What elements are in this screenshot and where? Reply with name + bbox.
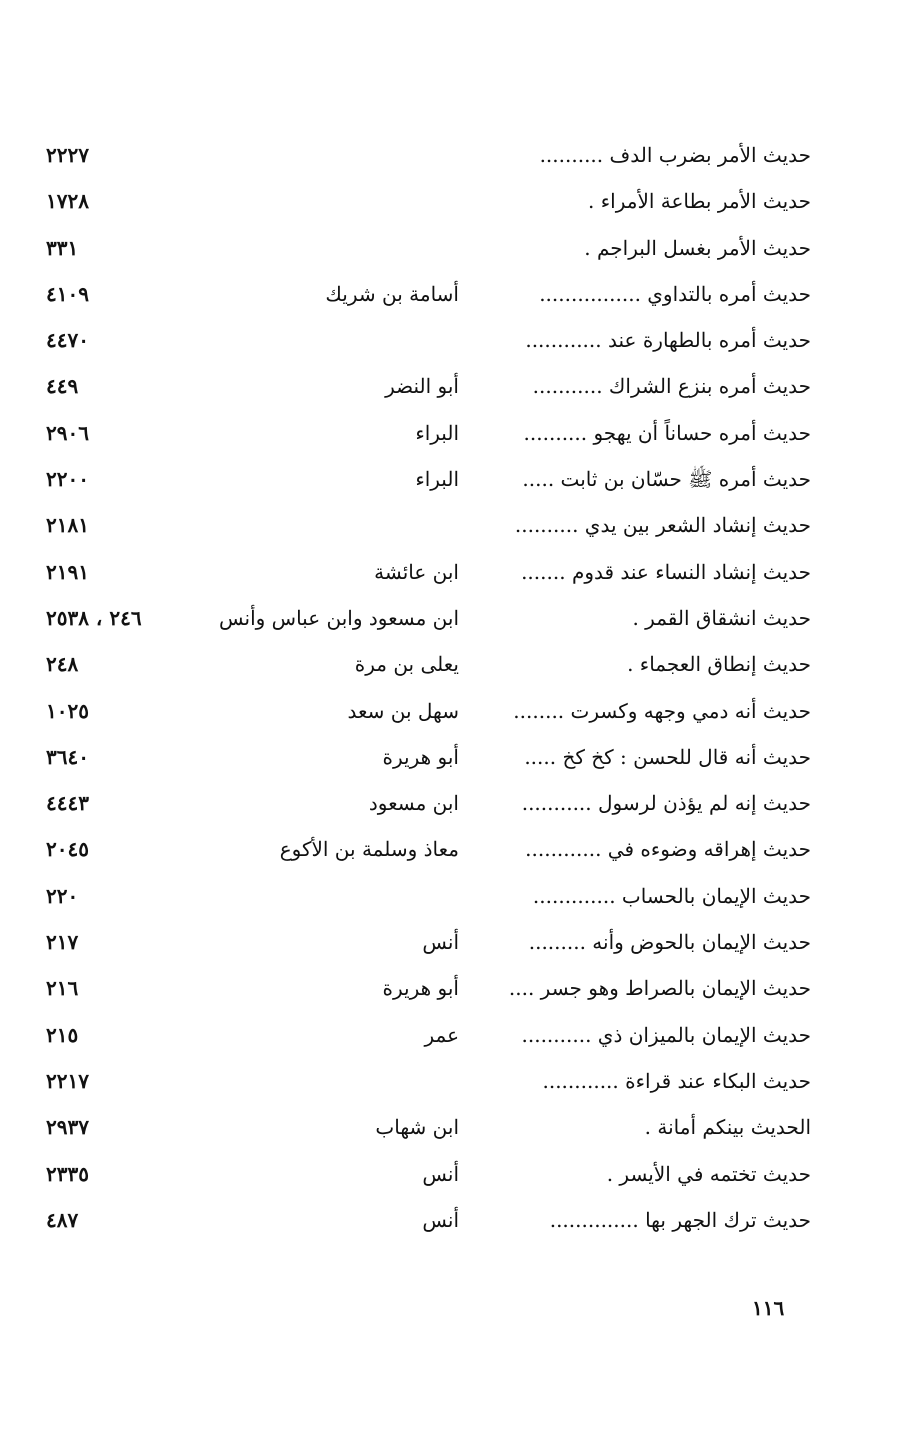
index-entry — [0, 595, 897, 641]
entry-number: ٢١٦ — [46, 976, 79, 1001]
index-entry — [0, 688, 897, 734]
entry-narrator: أنس — [422, 1207, 459, 1232]
entry-title: حديث أمره ﷺ حسّان بن ثابت ..... — [522, 467, 811, 492]
entry-number: ٢٤٦ ، ٢٥٣٨ — [46, 605, 142, 630]
index-entry — [0, 641, 897, 687]
entry-number: ٤٤٤٣ — [46, 791, 89, 816]
index-entry — [0, 132, 897, 178]
entry-title: حديث أمره حساناً أن يهجو .......... — [523, 420, 811, 445]
entry-number: ٢٩٣٧ — [46, 1115, 89, 1140]
index-entry — [0, 1151, 897, 1197]
entry-number: ٣٦٤٠ — [46, 744, 89, 769]
index-entry — [0, 1058, 897, 1104]
entry-title: حديث تختمه في الأيسر . — [606, 1161, 811, 1186]
entry-title: حديث الأمر بضرب الدف .......... — [539, 143, 811, 167]
entry-narrator: أسامة بن شريك — [325, 281, 459, 306]
entry-number: ٣٣١ — [46, 235, 79, 260]
entry-narrator: يعلى بن مرة — [354, 652, 459, 677]
entry-narrator: أبو النضر — [385, 374, 459, 399]
entry-title: حديث انشقاق القمر . — [632, 605, 811, 630]
entry-title: حديث إنه لم يؤذن لرسول ........... — [521, 791, 811, 816]
entry-number: ٢١٧ — [46, 930, 79, 955]
entry-number: ١٧٢٨ — [46, 189, 89, 214]
index-entry — [0, 1197, 897, 1243]
index-entry — [0, 873, 897, 919]
entry-number: ٢٠٤٥ — [46, 837, 89, 862]
entry-title: الحديث بينكم أمانة . — [644, 1115, 811, 1140]
index-entry — [0, 549, 897, 595]
index-entry — [0, 456, 897, 502]
entry-title: حديث الأمر بطاعة الأمراء . — [588, 189, 811, 214]
entry-title: حديث الإيمان بالميزان ذي ........... — [521, 1022, 811, 1047]
entry-number: ٢٩٠٦ — [46, 420, 89, 445]
entry-number: ٢٢٠ — [46, 883, 79, 908]
entry-number: ٤٤٩ — [46, 374, 79, 399]
entry-title: حديث إنطاق العجماء . — [627, 652, 811, 677]
index-list — [0, 132, 897, 1243]
entry-title: حديث إهراقه وضوءه في ............ — [525, 837, 811, 862]
index-entry — [0, 502, 897, 548]
index-entry — [0, 363, 897, 409]
index-entry — [0, 919, 897, 965]
entry-number: ٢٢٢٧ — [46, 143, 89, 167]
entry-narrator: عمر — [424, 1022, 459, 1047]
index-entry — [0, 734, 897, 780]
entry-narrator: ابن مسعود وابن عباس وأنس — [219, 605, 459, 630]
index-entry — [0, 317, 897, 363]
entry-title: حديث الإيمان بالصراط وهو جسر .... — [508, 976, 811, 1001]
index-entry — [0, 178, 897, 224]
index-entry — [0, 826, 897, 872]
entry-number: ١٠٢٥ — [46, 698, 89, 723]
entry-narrator: سهل بن سعد — [347, 698, 459, 723]
entry-title: حديث إنشاد الشعر بين يدي .......... — [514, 513, 811, 538]
entry-title: حديث أمره بالتداوي ................ — [539, 281, 811, 306]
entry-narrator: ابن عائشة — [374, 559, 459, 584]
entry-narrator: البراء — [415, 420, 459, 445]
entry-title: حديث أنه دمي وجهه وكسرت ........ — [513, 698, 811, 723]
page-number: ١١٦ — [752, 1296, 785, 1320]
index-entry — [0, 1012, 897, 1058]
entry-narrator: البراء — [415, 467, 459, 492]
entry-title: حديث الإيمان بالحوض وأنه ......... — [528, 930, 811, 955]
index-entry — [0, 965, 897, 1011]
entry-number: ٢١٨١ — [46, 513, 89, 538]
entry-title: حديث أنه قال للحسن : كخ كخ ..... — [524, 744, 811, 769]
index-entry — [0, 271, 897, 317]
entry-title: حديث إنشاد النساء عند قدوم ....... — [521, 559, 811, 584]
index-entry — [0, 225, 897, 271]
entry-number: ٢٣٣٥ — [46, 1161, 89, 1186]
entry-narrator: ابن شهاب — [375, 1115, 459, 1140]
entry-narrator: معاذ وسلمة بن الأكوع — [279, 837, 459, 862]
entry-number: ٢٢١٧ — [46, 1068, 89, 1093]
index-entry — [0, 780, 897, 826]
entry-title: حديث أمره بالطهارة عند ............ — [525, 328, 811, 353]
entry-title: حديث أمره بنزع الشراك ........... — [532, 374, 811, 399]
entry-number: ٢٤٨ — [46, 652, 79, 677]
entry-number: ٢١٥ — [46, 1022, 79, 1047]
entry-number: ٤١٠٩ — [46, 281, 89, 306]
entry-number: ٢١٩١ — [46, 559, 89, 584]
entry-number: ٤٨٧ — [46, 1207, 79, 1232]
entry-narrator: أبو هريرة — [382, 976, 459, 1001]
entry-number: ٢٢٠٠ — [46, 467, 89, 492]
entry-title: حديث الأمر بغسل البراجم . — [584, 235, 811, 260]
entry-title: حديث الإيمان بالحساب ............. — [532, 883, 811, 908]
entry-narrator: ابن مسعود — [368, 791, 459, 816]
entry-title: حديث ترك الجهر بها .............. — [549, 1207, 811, 1232]
index-entry — [0, 1104, 897, 1150]
entry-number: ٤٤٧٠ — [46, 328, 89, 353]
entry-narrator: أنس — [422, 1161, 459, 1186]
entry-title: حديث البكاء عند قراءة ............ — [542, 1068, 811, 1093]
index-entry — [0, 410, 897, 456]
entry-narrator: أبو هريرة — [382, 744, 459, 769]
entry-narrator: أنس — [422, 930, 459, 955]
